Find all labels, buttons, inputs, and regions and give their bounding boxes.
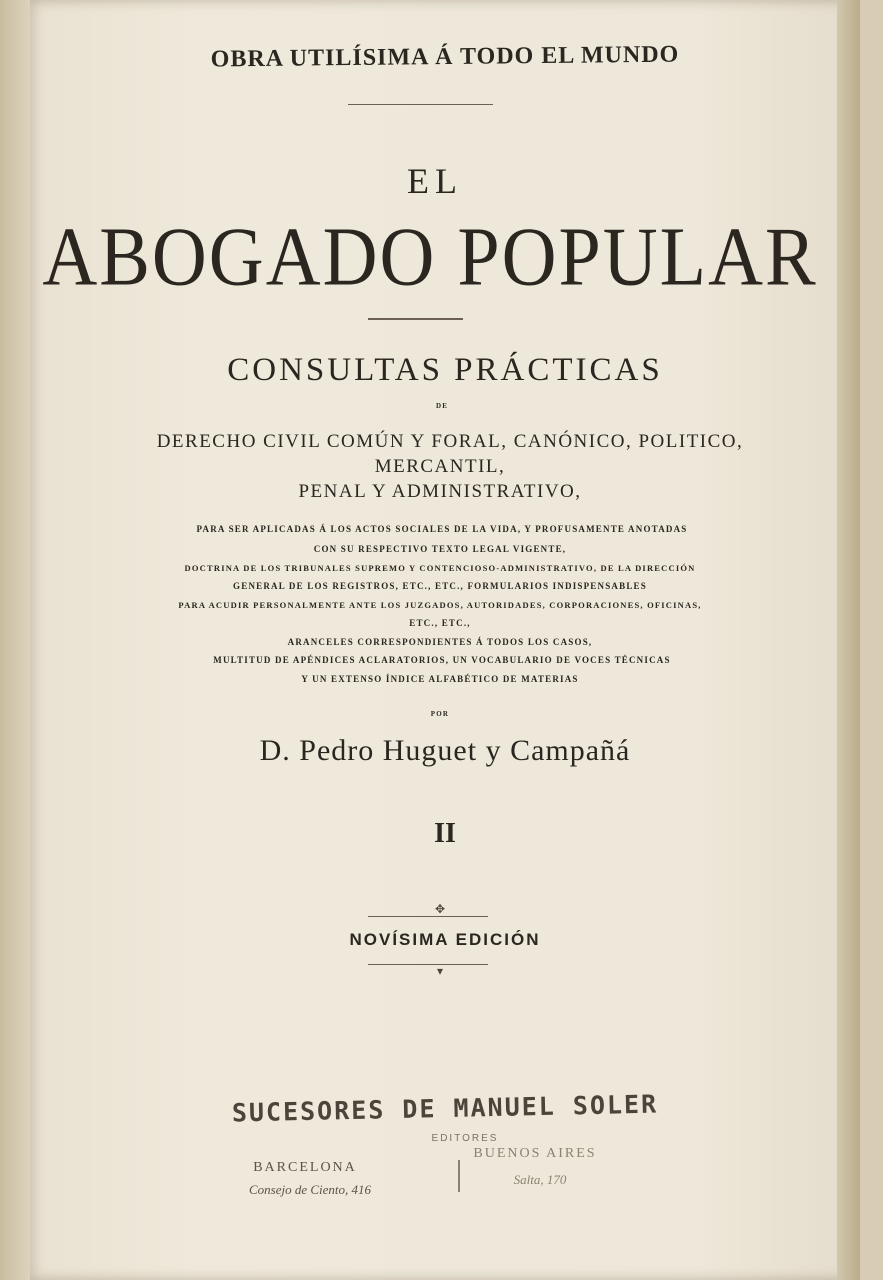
address-right: Salta, 170 (513, 1172, 567, 1187)
subject-line-1: DERECHO CIVIL COMÚN Y FORAL, CANÓNICO, POLITICO, (156, 431, 744, 452)
edition: NOVÍSIMA EDICIÓN (349, 930, 541, 949)
volume-number: II (434, 818, 456, 849)
title-prefix: EL (407, 161, 463, 201)
description-line-3: DOCTRINA DE LOS TRIBUNALES SUPREMO Y CONTENCIOSO-ADMINISTRATIVO, DE LA DIRECCIÓN (184, 563, 696, 573)
title-page (30, 0, 860, 1280)
title-rule (368, 318, 463, 320)
ornament-bottom-icon: ▾ (436, 964, 444, 978)
description-line-2: CON SU RESPECTIVO TEXTO LEGAL VIGENTE, (313, 544, 567, 554)
subject-line-2: MERCANTIL, (374, 456, 506, 477)
description-line-4: GENERAL DE LOS REGISTROS, ETC., ETC., FORMULARIOS INDISPENSABLES (233, 581, 647, 591)
city-right: BUENOS AIRES (473, 1146, 597, 1161)
publisher: SUCESORES DE MANUEL SOLER (231, 1089, 659, 1128)
main-title: ABOGADO POPULAR (42, 210, 818, 304)
por-label: POR (430, 710, 450, 718)
header-rule (348, 104, 493, 105)
description-line-9: Y UN EXTENSO ÍNDICE ALFABÉTICO DE MATERIAS (301, 674, 579, 684)
subtitle: CONSULTAS PRÁCTICAS (227, 352, 663, 388)
description-line-7: ARANCELES CORRESPONDIENTES Á TODOS LOS CASOS, (287, 637, 593, 647)
address-left: Consejo de Ciento, 416 (248, 1182, 372, 1197)
description-line-1: PARA SER APLICADAS Á LOS ACTOS SOCIALES DE LA VIDA, Y PROFUSAMENTE ANOTADAS (196, 524, 688, 534)
description-line-8: MULTITUD DE APÉNDICES ACLARATORIOS, UN VOCABULARIO DE VOCES TÉCNICAS (213, 655, 671, 665)
author: D. Pedro Huguet y Campañá (259, 734, 631, 767)
ornament-top-icon: ✥ (434, 902, 446, 916)
publisher-role: EDITORES (431, 1133, 499, 1144)
subject-line-3: PENAL Y ADMINISTRATIVO, (298, 481, 582, 502)
description-line-5: PARA ACUDIR PERSONALMENTE ANTE LOS JUZGADOS, AUTORIDADES, CORPORACIONES, OFICINAS, (178, 600, 702, 610)
city-left: BARCELONA (253, 1160, 357, 1175)
header-line: OBRA UTILÍSIMA Á TODO EL MUNDO (210, 41, 680, 73)
description-line-6: ETC., ETC., (409, 618, 471, 628)
de-label: DE (435, 402, 449, 410)
address-divider (458, 1160, 460, 1192)
